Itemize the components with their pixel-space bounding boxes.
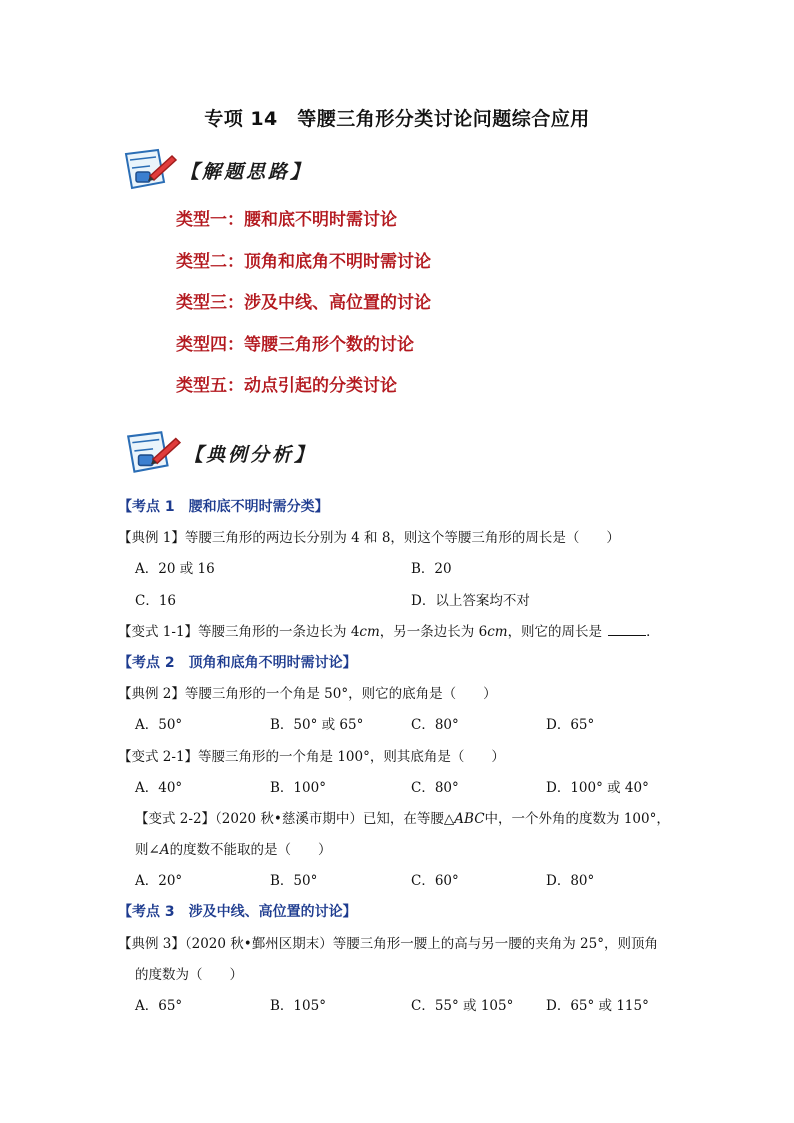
option-c: C．55° 或 105°	[411, 998, 514, 1014]
example-1-stem: 【典例 1】等腰三角形的两边长分别为 4 和 8，则这个等腰三角形的周长是（ ）	[118, 530, 620, 546]
badge-label: 【解题思路】	[180, 160, 313, 183]
topic-heading-2: 【考点 2 顶角和底角不明时需讨论】	[118, 655, 357, 671]
option-c: C．60°	[411, 873, 459, 889]
paper-pencil-icon	[122, 428, 182, 478]
option-d: D．80°	[546, 873, 595, 889]
badge-label: 【典例分析】	[184, 443, 317, 466]
section-badge-approach	[120, 146, 312, 194]
text-segment: 【变式 2-2】（2020 秋•慈溪市期中）已知，在等腰△	[135, 811, 455, 827]
text-segment: 的度数不能取的是（ ）	[169, 842, 332, 858]
option-c: C．80°	[411, 717, 459, 733]
option-c: C．80°	[411, 780, 459, 796]
option-d: D．以上答案均不对	[411, 593, 530, 609]
list-item: 类型一：腰和底不明时需讨论	[176, 210, 397, 230]
example-3-stem-cont: 的度数为（ ）	[135, 967, 243, 983]
text-segment: ，另一条边长为 6	[379, 624, 488, 640]
option-d: D．100° 或 40°	[546, 780, 649, 796]
variant-2-2-stem-cont	[135, 840, 332, 860]
option-d: D．65° 或 115°	[546, 998, 649, 1014]
text-segment: 中，一个外角的度数为 100°，	[484, 811, 670, 827]
text-segment: 【变式 1-1】等腰三角形的一条边长为 4	[118, 624, 360, 640]
option-a: A．20°	[135, 873, 183, 889]
option-a: A．20 或 16	[135, 561, 215, 577]
list-item: 类型二：顶角和底角不明时需讨论	[176, 251, 431, 272]
unit-text: cm	[487, 624, 508, 640]
example-3-stem: 【典例 3】（2020 秋•鄞州区期末）等腰三角形一腰上的高与另一腰的夹角为 25°，则顶角	[118, 936, 658, 952]
variant-2-1-stem: 【变式 2-1】等腰三角形的一个角是 100°，则其底角是（ ）	[118, 749, 505, 765]
paper-pencil-icon	[120, 146, 178, 194]
variant-1-1-stem	[118, 622, 660, 642]
list-item: 类型五：动点引起的分类讨论	[176, 376, 397, 396]
angle-label: A	[159, 842, 170, 858]
option-b: B．105°	[270, 998, 326, 1014]
triangle-label: ABC	[454, 811, 485, 827]
list-item: 类型四：等腰三角形个数的讨论	[176, 334, 414, 355]
list-item: 类型三：涉及中线、高位置的讨论	[176, 293, 431, 313]
topic-heading-3: 【考点 3 涉及中线、高位置的讨论】	[118, 904, 357, 920]
option-a: A．40°	[135, 780, 183, 796]
example-2-stem: 【典例 2】等腰三角形的一个角是 50°，则它的底角是（ ）	[118, 686, 497, 702]
option-b: B．20	[411, 561, 452, 577]
type-list	[176, 208, 431, 416]
option-a: A．50°	[135, 717, 183, 733]
text-segment: ．	[646, 624, 660, 640]
topic-heading-1: 【考点 1 腰和底不明时需分类】	[118, 499, 329, 515]
text-segment: ，则它的周长是	[507, 624, 603, 640]
variant-2-2-stem	[135, 809, 670, 829]
option-b: B．50° 或 65°	[270, 717, 364, 733]
page-title: 专项 14 等腰三角形分类讨论问题综合应用	[204, 108, 590, 130]
text-segment: 则∠	[135, 842, 160, 858]
option-a: A．65°	[135, 998, 183, 1014]
option-b: B．100°	[270, 780, 326, 796]
answer-blank[interactable]	[608, 622, 646, 636]
option-c: C．16	[135, 593, 177, 609]
option-b: B．50°	[270, 873, 318, 889]
unit-text: cm	[359, 624, 380, 640]
option-d: D．65°	[546, 717, 595, 733]
section-badge-examples	[122, 428, 316, 478]
